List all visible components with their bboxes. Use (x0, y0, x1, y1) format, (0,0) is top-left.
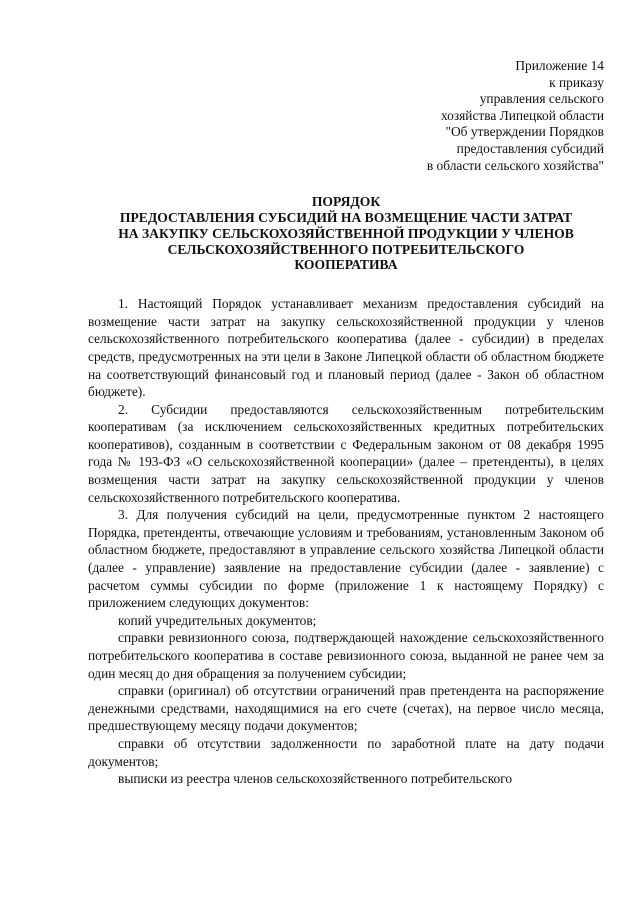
appendix-line: управления сельского (479, 91, 604, 107)
paragraph-3: 3. Для получения субсидий на цели, предусмотренные пунктом 2 настоящего Порядка, претенденты, отвечающие условиям и требованиям, установленным Законом об областном бюджете, предоставляют в управление сельского хозяйства Липецкой области (далее - управление) заявление на предоставление субсидии (далее - заявление) с расчетом суммы субсидии по форме (приложение 1 к настоящему Порядку) с приложением следующих документов: (88, 507, 604, 611)
title-line: ПОРЯДОК (311, 194, 381, 210)
list-item-founding-docs: копий учредительных документов; (118, 612, 317, 628)
title-line: НА ЗАКУПКУ СЕЛЬСКОХОЗЯЙСТВЕННОЙ ПРОДУКЦИИ У ЧЛЕНОВ (118, 225, 574, 241)
document-title (88, 194, 604, 273)
list-item-audit-union-certificate: справки ревизионного союза, подтверждающей нахождение сельскохозяйственного потребительского кооператива в составе ревизионного союза, выданной не ранее чем за один месяц до дня обращения за получением субсидии; (88, 630, 604, 681)
paragraph-2: 2. Субсидии предоставляются сельскохозяйственным потребительским кооперативам (за исключением сельскохозяйственных кредитных потребительских кооперативов), созданным в соответствии с Федеральным законом от 08 декабря 1995 года № 193-ФЗ «О сельскохозяйственной кооперации» (далее – претенденты), в целях возмещения части затрат на закупку сельскохозяйственной продукции у членов сельскохозяйственного потребительского кооператива. (88, 401, 604, 505)
appendix-line: в области сельского хозяйства" (426, 157, 604, 173)
title-line: КООПЕРАТИВА (294, 257, 398, 273)
paragraph-1: 1. Настоящий Порядок устанавливает механизм предоставления субсидий на возмещение части затрат на закупку сельскохозяйственной продукции у членов сельскохозяйственного потребительского кооператива (далее - субсидии) в пределах средств, предусмотренных на эти цели в Законе Липецкой области об областном бюджете на соответствующий финансовый год и плановый период (далее - Закон об областном бюджете). (88, 296, 604, 400)
appendix-line: предоставления субсидий (456, 140, 604, 156)
list-item-account-restrictions-certificate: справки (оригинал) об отсутствии ограничений прав претендента на распоряжение денежными средствами, находящимися на его счете (счетах), на первое число месяца, предшествующему месяцу подачи документов; (88, 683, 604, 734)
list-item-wage-debt-certificate: справки об отсутствии задолженности по заработной плате на дату подачи документов; (88, 735, 604, 769)
appendix-line: хозяйства Липецкой области (440, 107, 604, 123)
title-line: СЕЛЬСКОХОЗЯЙСТВЕННОГО ПОТРЕБИТЕЛЬСКОГО (167, 241, 525, 257)
appendix-line: к приказу (549, 74, 604, 90)
appendix-line: "Об утверждении Порядков (445, 124, 604, 140)
title-line: ПРЕДОСТАВЛЕНИЯ СУБСИДИЙ НА ВОЗМЕЩЕНИЕ ЧАСТИ ЗАТРАТ (119, 209, 573, 225)
list-item-member-registry-extract: выписки из реестра членов сельскохозяйственного потребительского (118, 771, 513, 787)
appendix-line: Приложение 14 (515, 58, 604, 73)
appendix-header (88, 58, 604, 174)
document-body (88, 295, 604, 788)
